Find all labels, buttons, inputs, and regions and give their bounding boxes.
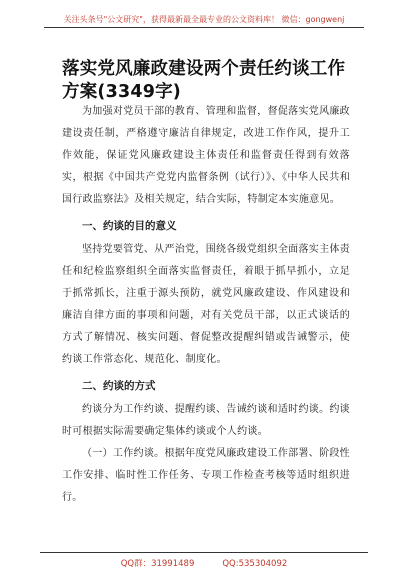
document-body	[62, 101, 350, 509]
page-footer	[40, 552, 368, 569]
body-paragraph: 约谈分为工作约谈、提醒约谈、告诫约谈和适时约谈。约谈时可根据实际需要确定集体约谈或个人约谈。	[62, 404, 350, 437]
body-paragraph: 坚持党要管党、从严治党，围绕各级党组织全面落实主体责任和纪检监察组织全面落实监督责任，着眼于抓早抓小，立足于抓常抓长，注重于源头预防，就党风廉政建设、作风建设和廉洁自律方面的事项和问题，对有关党员干部，以正式谈话的方式了解情况、核实问题、督促整改提醒纠错或告诫警示，使约谈工作常态化、规范化、制度化。	[62, 244, 350, 365]
section-heading: 一、约谈的目的意义	[82, 220, 177, 232]
footer-qq: QQ:535304092	[222, 559, 288, 569]
header-promo-text: 关注头条号"公文研究"，获得最新最全最专业的公文资料库！ 微信：gongwenj	[63, 15, 345, 24]
footer-qq-group: QQ群：31991489	[120, 559, 195, 569]
intro-paragraph: 为加强对党员干部的教育、管理和监督，督促落实党风廉政建设责任制，严格遵守廉洁自律规定，改进工作作风，提升工作效能，保证党风廉政建设主体责任和监督责任得到有效落实，根据《中国共产党党内监督条例（试行）》、《中华人民共和国行政监察法》及相关规定，结合实际，特制定本实施意见。	[62, 106, 350, 205]
header-banner	[44, 8, 364, 28]
section-heading: 二、约谈的方式	[82, 380, 156, 392]
body-paragraph: （一）工作约谈。根据年度党风廉政建设工作部署、阶段性工作安排、临时性工作任务、专项工作检查考核等适时组织进行。	[62, 448, 350, 503]
document-title: 落实党风廉政建设两个责任约谈工作方案(3349字)	[62, 59, 346, 102]
